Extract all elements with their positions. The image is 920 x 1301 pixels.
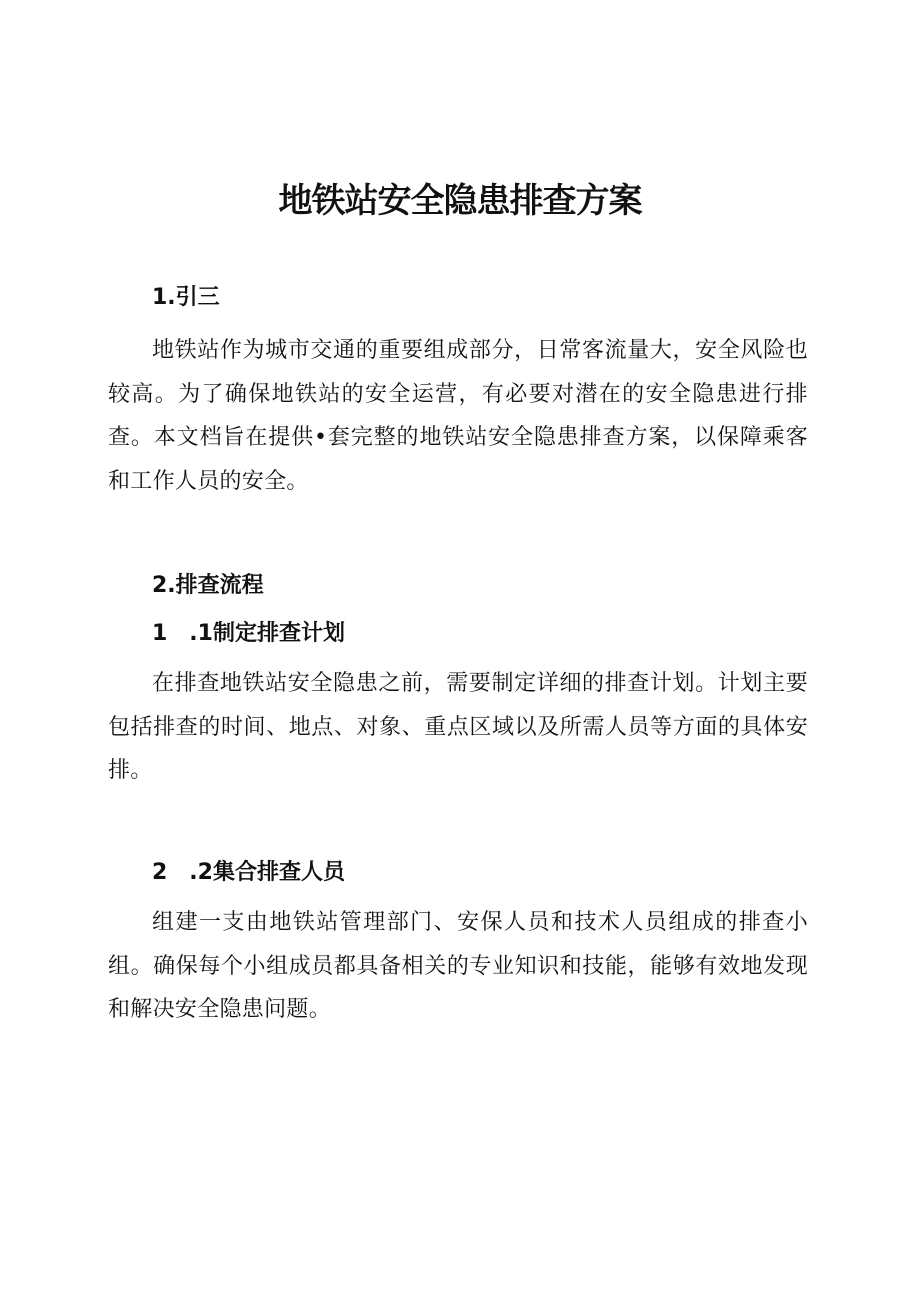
subsection-paragraph-plan: 在排查地铁站安全隐患之前，需要制定详细的排查计划。计划主要包括排查的时间、地点、对象、重点区域以及所需人员等方面的具体安排。 bbox=[108, 671, 808, 783]
section-heading-process: 2.排查流程 bbox=[152, 573, 264, 598]
document-title: 地铁站安全隐患排查方案 bbox=[278, 181, 642, 221]
subsection-heading-plan: 1 .1制定排查计划 bbox=[152, 621, 345, 646]
section-paragraph-introduction: 地铁站作为城市交通的重要组成部分，日常客流量大，安全风险也较高。为了确保地铁站的安全运营，有必要对潜在的安全隐患进行排查。本文档旨在提供•套完整的地铁站安全隐患排查方案，以保障乘客和工作人员的安全。 bbox=[108, 338, 808, 494]
subsection-paragraph-staff: 组建一支由地铁站管理部门、安保人员和技术人员组成的排查小组。确保每个小组成员都具备相关的专业知识和技能，能够有效地发现和解决安全隐患问题。 bbox=[108, 910, 808, 1022]
section-heading-introduction: 1.引三 bbox=[152, 285, 220, 310]
subsection-heading-staff: 2 .2集合排查人员 bbox=[152, 860, 345, 885]
